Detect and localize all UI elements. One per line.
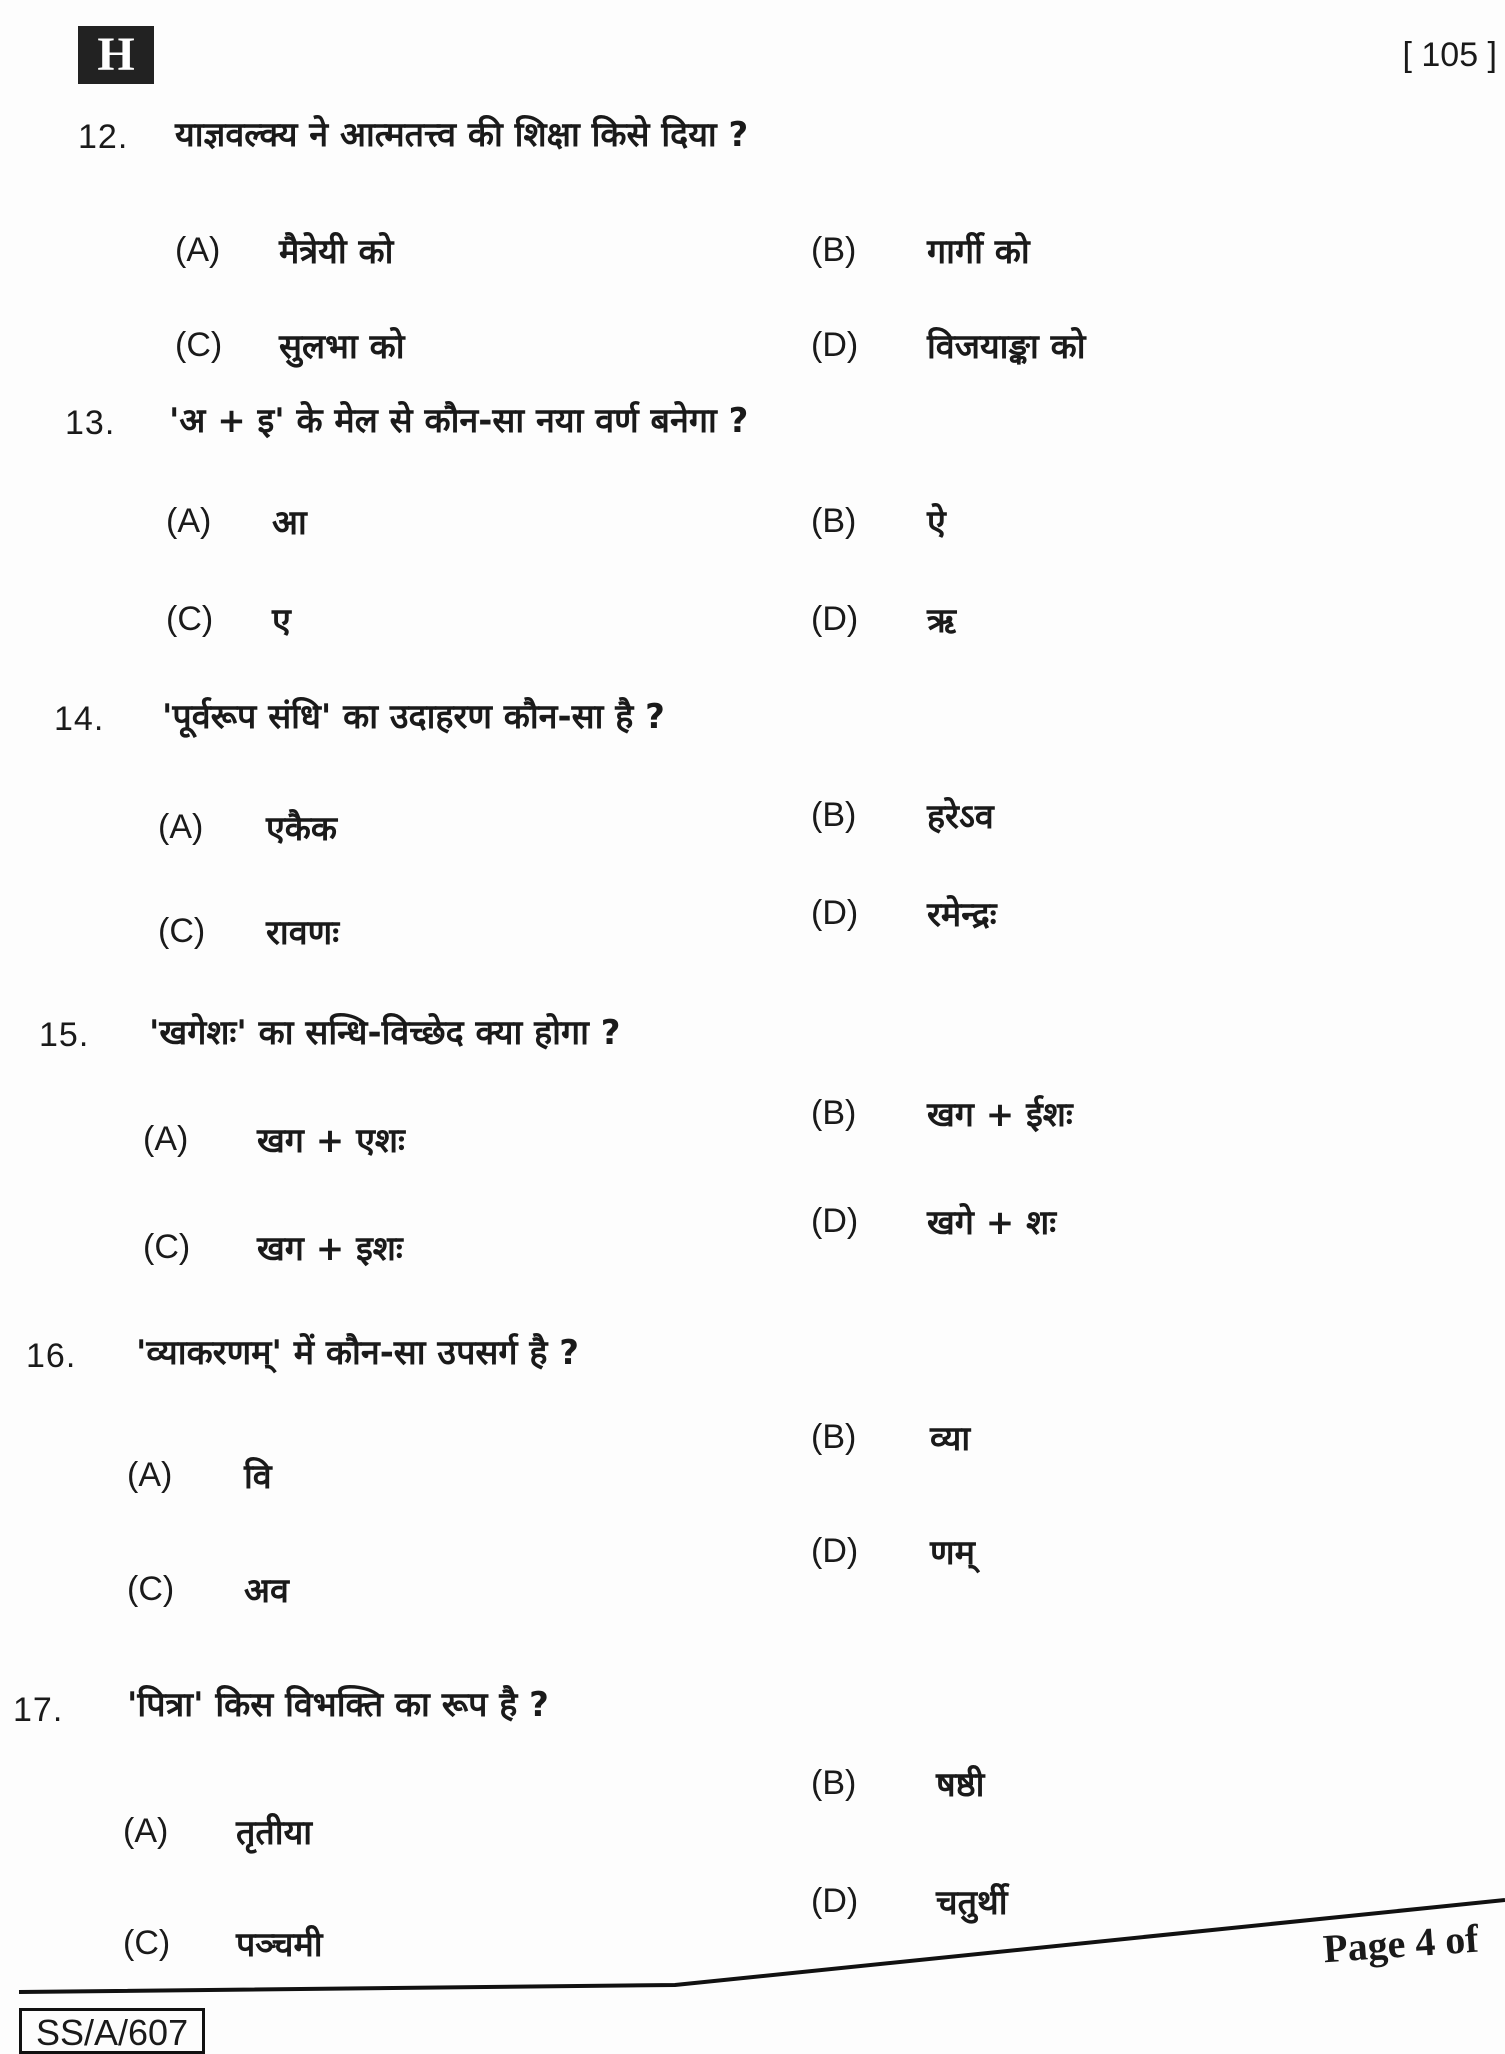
option-text: आ	[272, 503, 307, 543]
question-number: 15.	[39, 1016, 90, 1054]
question-text: 'खगेशः' का सन्धि-विच्छेद क्या होगा ?	[149, 1013, 621, 1053]
option-text: विजयाङ्का को	[927, 327, 1086, 367]
option-label: (A)	[175, 231, 221, 269]
option-text: व्या	[930, 1419, 971, 1459]
option-label: (D)	[811, 894, 859, 932]
option-text: खग + ईशः	[927, 1095, 1073, 1135]
option-text: एकैक	[266, 809, 338, 849]
option-text: तृतीया	[236, 1813, 313, 1853]
option-text: णम्	[930, 1533, 975, 1573]
option-text: ऐ	[927, 503, 946, 543]
option-label: (D)	[811, 1532, 859, 1570]
option-text: वि	[244, 1457, 272, 1497]
option-text: हरेऽव	[927, 797, 994, 837]
question-number: 12.	[78, 118, 129, 156]
option-label: (B)	[811, 1418, 857, 1456]
option-label: (B)	[811, 796, 857, 834]
question-text: 'अ + इ' के मेल से कौन-सा नया वर्ण बनेगा ?	[169, 401, 749, 441]
question-text: 'व्याकरणम्' में कौन-सा उपसर्ग है ?	[136, 1333, 579, 1373]
option-label: (C)	[143, 1228, 191, 1266]
question-number: 14.	[54, 700, 105, 738]
option-text: खग + इशः	[257, 1229, 403, 1269]
question-text: 'पूर्वरूप संधि' का उदाहरण कौन-सा है ?	[162, 697, 665, 737]
option-text: ए	[272, 601, 291, 641]
option-text: गार्गी को	[927, 232, 1030, 272]
page-reference: [ 105 ]	[1402, 36, 1497, 74]
paper-code: SS/A/607	[19, 2008, 205, 2054]
question-number: 16.	[26, 1337, 77, 1375]
option-text: अव	[244, 1571, 289, 1611]
option-text: मैत्रेयी को	[279, 232, 394, 272]
option-text: पञ्चमी	[236, 1925, 323, 1965]
question-number: 17.	[13, 1691, 64, 1729]
option-text: रावणः	[266, 913, 340, 953]
option-text: खग + एशः	[257, 1121, 405, 1161]
question-text: याज्ञवल्क्य ने आत्मतत्त्व की शिक्षा किसे दिया ?	[175, 115, 749, 155]
option-label: (B)	[811, 502, 857, 540]
option-text: खगे + शः	[927, 1203, 1057, 1243]
option-label: (B)	[811, 231, 857, 269]
option-label: (C)	[175, 326, 223, 364]
option-text: रमेन्द्रः	[927, 895, 997, 935]
option-text: चतुर्थी	[936, 1883, 1008, 1923]
option-label: (A)	[166, 502, 212, 540]
question-number: 13.	[65, 404, 116, 442]
option-text: सुलभा को	[279, 327, 405, 367]
option-text: षष्ठी	[936, 1765, 985, 1805]
option-text: ऋ	[927, 601, 957, 641]
option-label: (A)	[158, 808, 204, 846]
option-label: (A)	[123, 1812, 169, 1850]
option-label: (C)	[166, 600, 214, 638]
option-label: (D)	[811, 326, 859, 364]
option-label: (A)	[127, 1456, 173, 1494]
option-label: (C)	[123, 1924, 171, 1962]
option-label: (A)	[143, 1120, 189, 1158]
option-label: (C)	[127, 1570, 175, 1608]
option-label: (B)	[811, 1764, 857, 1802]
option-label: (C)	[158, 912, 206, 950]
option-label: (D)	[811, 1202, 859, 1240]
option-label: (B)	[811, 1094, 857, 1132]
option-label: (D)	[811, 600, 859, 638]
question-text: 'पित्रा' किस विभक्ति का रूप है ?	[127, 1685, 549, 1725]
page-number: Page 4 of	[1321, 1915, 1480, 1972]
set-badge: H	[78, 26, 154, 84]
option-label: (D)	[811, 1882, 859, 1920]
